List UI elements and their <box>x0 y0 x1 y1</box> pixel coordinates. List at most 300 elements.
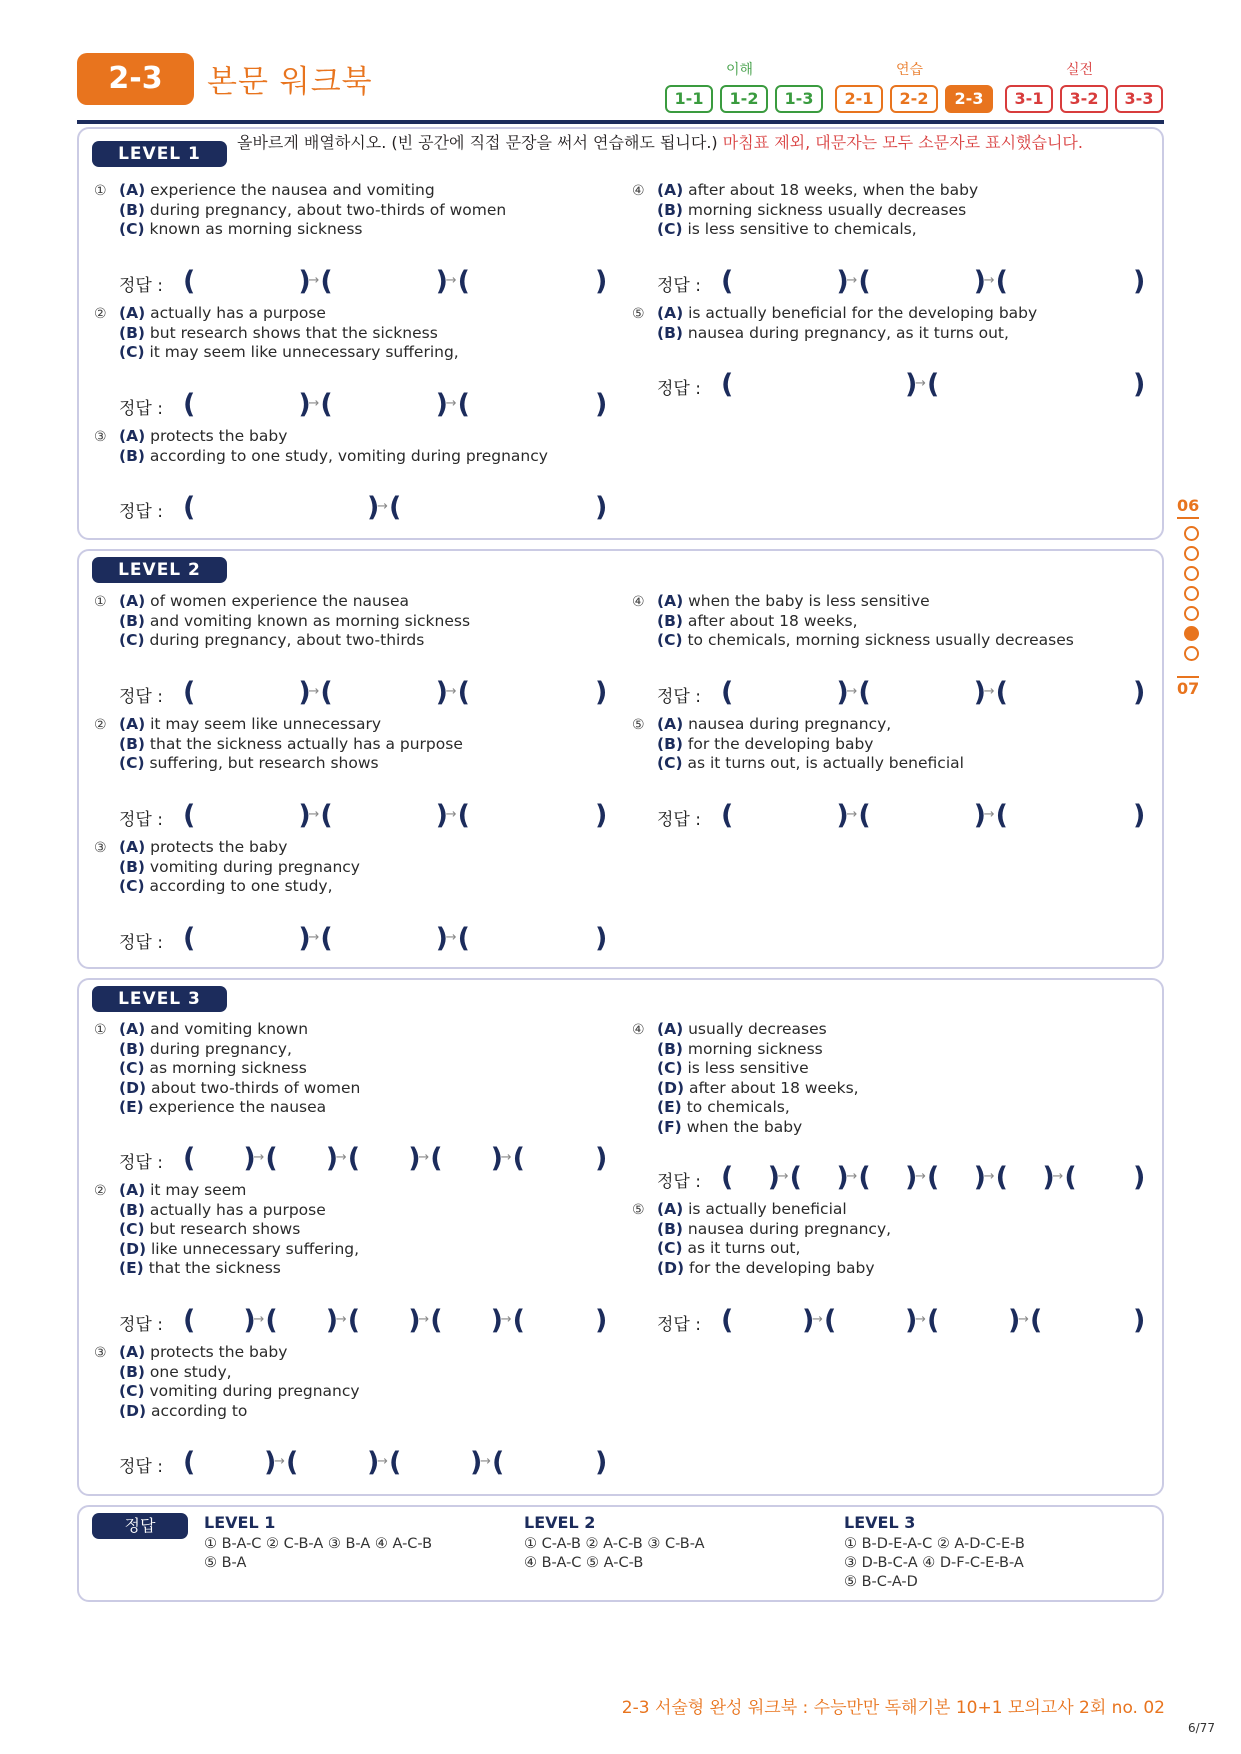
question-number: ③ <box>94 1345 107 1361</box>
choice-text: is less sensitive <box>687 1059 809 1077</box>
choice-text: during pregnancy, about two-thirds of women <box>149 200 507 219</box>
answer-slot-close[interactable]: ) <box>973 800 986 831</box>
choice-text: when the baby <box>686 1117 803 1136</box>
arrow-icon: → <box>812 1312 823 1327</box>
answer-slot-open[interactable]: ( <box>927 1162 940 1193</box>
choice-line <box>119 1402 360 1422</box>
tab-1-3[interactable]: 1-3 <box>775 85 823 113</box>
choice-line <box>657 1020 859 1040</box>
answer-slot-close[interactable]: ) <box>435 800 448 831</box>
choice-line <box>119 631 470 651</box>
answer-slot-close[interactable]: ) <box>298 677 311 708</box>
answer-slot-open[interactable]: ( <box>320 923 333 954</box>
answer-slot-open[interactable]: ( <box>347 1143 361 1174</box>
question-2-3 <box>94 838 360 897</box>
question-number: ① <box>94 1022 107 1038</box>
answer-slot-close[interactable]: ) <box>408 1305 421 1336</box>
choice-text: protects the baby <box>150 838 288 856</box>
choice-letter: (E) <box>119 1098 144 1116</box>
answer-slot-open[interactable]: ( <box>183 923 196 954</box>
answer-slot-close[interactable]: ) <box>470 1447 483 1478</box>
answer-slot-close[interactable]: ) <box>973 677 986 708</box>
answer-slot-open[interactable]: ( <box>457 800 470 831</box>
answer-slot-open[interactable]: ( <box>721 1162 734 1193</box>
choice-line <box>119 735 463 755</box>
choice-letter: (A) <box>119 1181 146 1199</box>
progress-dot <box>1184 526 1199 541</box>
answer-row <box>657 799 1145 833</box>
choice-letter: (A) <box>119 1343 146 1361</box>
question-3-1 <box>94 1020 361 1118</box>
answer-slot-close[interactable]: ) <box>767 1162 780 1193</box>
answer-slot-close[interactable]: ) <box>325 1305 339 1336</box>
answer-slot-close[interactable]: ) <box>264 1447 277 1478</box>
choice-letter: (C) <box>119 877 145 895</box>
question-3-4 <box>632 1020 859 1137</box>
choice-line <box>657 220 978 240</box>
answer-slot-close[interactable]: ) <box>595 1447 608 1478</box>
choice-line <box>119 1363 360 1383</box>
answer-row <box>119 676 607 710</box>
choice-text: morning sickness usually decreases <box>687 200 967 219</box>
answer-slot-open[interactable]: ( <box>183 1447 196 1478</box>
answer-slot-open[interactable]: ( <box>457 266 470 297</box>
choice-text: suffering, but research shows <box>149 754 379 772</box>
choice-text: it may seem like unnecessary <box>150 715 382 733</box>
answer-slot-open[interactable]: ( <box>183 1143 196 1174</box>
choice-letter: (F) <box>657 1117 682 1136</box>
answer-slot-close[interactable]: ) <box>802 1305 815 1336</box>
tab-2-2[interactable]: 2-2 <box>890 85 938 113</box>
answer-slot-close[interactable]: ) <box>325 1143 339 1174</box>
choice-letter: (D) <box>119 1078 147 1097</box>
side-page-bottom: 07 <box>1177 679 1200 698</box>
choice-letter: (B) <box>119 1362 145 1381</box>
arrow-icon: → <box>253 1312 265 1327</box>
answer-slot-open[interactable]: ( <box>858 1162 871 1193</box>
progress-dot <box>1184 606 1199 621</box>
answer-label: 정답 : <box>657 379 701 399</box>
answer-slot-close[interactable]: ) <box>1133 266 1146 297</box>
choice-text: during pregnancy, <box>149 1039 292 1058</box>
question-1-1 <box>94 181 507 240</box>
answer-row <box>119 922 607 956</box>
question-number: ④ <box>632 594 645 610</box>
key-level-2-line2: ④ B-A-C ⑤ A-C-B <box>524 1555 644 1571</box>
answer-slot-close[interactable]: ) <box>595 1143 608 1174</box>
choice-letter: (E) <box>119 1259 144 1277</box>
answer-slot-open[interactable]: ( <box>183 677 196 708</box>
tab-3-2[interactable]: 3-2 <box>1060 85 1108 113</box>
choice-text: nausea during pregnancy, as it turns out, <box>687 323 1009 342</box>
progress-dot <box>1184 626 1199 641</box>
level-2-label: LEVEL 2 <box>92 557 227 583</box>
answer-row <box>657 1161 1145 1195</box>
choice-letter: (A) <box>657 715 684 733</box>
choice-text: about two-thirds of women <box>150 1078 361 1097</box>
choice-text: but research shows <box>149 1220 301 1238</box>
choice-line <box>657 715 964 735</box>
answer-label: 정답 : <box>119 933 163 953</box>
answer-slot-close[interactable]: ) <box>973 266 986 297</box>
answer-slot-open[interactable]: ( <box>265 1305 278 1336</box>
answer-slot-open[interactable]: ( <box>183 492 196 523</box>
arrow-icon: → <box>418 1150 430 1165</box>
choice-text: experience the nausea <box>148 1098 327 1116</box>
answer-slot-close[interactable]: ) <box>298 266 311 297</box>
choice-letter: (B) <box>119 734 145 753</box>
answer-slot-open[interactable]: ( <box>789 1162 802 1193</box>
answer-slot-open[interactable]: ( <box>286 1447 299 1478</box>
choice-letter: (C) <box>119 1220 145 1238</box>
answer-slot-open[interactable]: ( <box>183 389 196 420</box>
arrow-icon: → <box>500 1312 512 1327</box>
choice-letter: (C) <box>657 631 683 649</box>
answer-slot-close[interactable]: ) <box>595 266 608 297</box>
choice-letter: (B) <box>119 323 145 342</box>
answer-slot-close[interactable]: ) <box>905 369 918 400</box>
answer-row <box>119 265 607 299</box>
choice-line <box>119 1020 360 1040</box>
choice-line <box>119 304 459 324</box>
answer-slot-open[interactable]: ( <box>721 677 734 708</box>
question-1-5 <box>632 304 1038 343</box>
choice-letter: (A) <box>657 181 684 199</box>
choice-text: during pregnancy, about two-thirds <box>149 631 425 649</box>
arrow-icon: → <box>445 807 457 822</box>
instruction <box>237 133 1142 153</box>
answer-slot-open[interactable]: ( <box>183 266 196 297</box>
choice-line <box>657 1059 859 1079</box>
question-1-2 <box>94 304 459 363</box>
choice-line <box>119 427 548 447</box>
answer-slot-close[interactable]: ) <box>595 1305 608 1336</box>
progress-dot <box>1184 586 1199 601</box>
choice-line <box>657 631 1074 651</box>
choice-line <box>119 447 548 467</box>
answer-slot-open[interactable]: ( <box>995 677 1008 708</box>
choice-text: that the sickness actually has a purpose <box>149 734 463 753</box>
key-level-3-head: LEVEL 3 <box>844 1513 916 1532</box>
choice-line <box>119 1343 360 1363</box>
answer-slot-close[interactable]: ) <box>490 1305 503 1336</box>
answer-slot-open[interactable]: ( <box>183 800 196 831</box>
choice-line <box>657 324 1037 344</box>
choice-text: is less sensitive to chemicals, <box>687 220 917 238</box>
answer-slot-close[interactable]: ) <box>1133 800 1146 831</box>
choice-text: one study, <box>149 1362 232 1381</box>
choice-text: is actually beneficial for the developing baby <box>688 304 1038 322</box>
answer-slot-open[interactable]: ( <box>389 1447 402 1478</box>
answer-row <box>119 491 607 525</box>
choice-letter: (A) <box>657 1020 684 1038</box>
choice-letter: (D) <box>119 1239 147 1258</box>
answer-slot-open[interactable]: ( <box>457 923 470 954</box>
choice-line <box>657 1220 891 1240</box>
answer-slot-close[interactable]: ) <box>298 800 311 831</box>
answer-slot-close[interactable]: ) <box>243 1143 256 1174</box>
arrow-icon: → <box>253 1150 265 1165</box>
answer-slot-open[interactable]: ( <box>927 1305 940 1336</box>
choice-letter: (B) <box>657 200 683 219</box>
answer-slot-open[interactable]: ( <box>320 389 333 420</box>
choice-letter: (A) <box>657 1200 684 1218</box>
page-title: 본문 워크북 <box>207 64 373 100</box>
question-1-4 <box>632 181 979 240</box>
level-1-label: LEVEL 1 <box>92 141 227 167</box>
choice-line <box>119 877 360 897</box>
question-number: ③ <box>94 429 107 445</box>
question-number: ⑤ <box>632 1202 645 1218</box>
answer-slot-close[interactable]: ) <box>367 492 380 523</box>
answer-slot-close[interactable]: ) <box>435 389 448 420</box>
choice-letter: (C) <box>119 343 145 361</box>
answer-slot-close[interactable]: ) <box>836 266 849 297</box>
choice-line <box>119 715 463 735</box>
choice-letter: (A) <box>119 427 146 445</box>
question-2-1 <box>94 592 471 651</box>
instruction-text: 올바르게 배열하시오. (빈 공간에 직접 문장을 써서 연습해도 됩니다.) <box>237 133 718 152</box>
answer-slot-close[interactable]: ) <box>595 389 608 420</box>
answer-slot-open[interactable]: ( <box>858 266 871 297</box>
header-rule <box>77 120 1164 124</box>
arrow-icon: → <box>418 1312 430 1327</box>
choice-letter: (C) <box>119 754 145 772</box>
key-level-1-line1: ① B-A-C ② C-B-A ③ B-A ④ A-C-B <box>204 1536 433 1552</box>
choice-letter: (A) <box>119 181 146 199</box>
answer-slot-close[interactable]: ) <box>905 1162 918 1193</box>
answer-slot-open[interactable]: ( <box>265 1143 278 1174</box>
choice-line <box>119 612 470 632</box>
tab-1-1[interactable]: 1-1 <box>665 85 713 113</box>
choice-line <box>119 1201 359 1221</box>
choice-text: according to one study, vomiting during pregnancy <box>149 446 548 465</box>
answer-slot-close[interactable]: ) <box>595 800 608 831</box>
choice-letter: (C) <box>657 220 683 238</box>
choice-letter: (B) <box>119 857 145 876</box>
arrow-icon: → <box>846 273 858 288</box>
choice-text: after about 18 weeks, <box>688 1078 859 1097</box>
arrow-icon: → <box>308 807 320 822</box>
answer-slot-close[interactable]: ) <box>836 800 849 831</box>
answer-slot-close[interactable]: ) <box>298 389 311 420</box>
answer-slot-close[interactable]: ) <box>836 1162 849 1193</box>
answer-slot-close[interactable]: ) <box>595 492 608 523</box>
arrow-icon: → <box>1052 1169 1064 1184</box>
choice-line <box>657 181 978 201</box>
answer-slot-close[interactable]: ) <box>836 677 849 708</box>
choice-text: is actually beneficial <box>688 1200 847 1218</box>
answer-slot-open[interactable]: ( <box>995 1162 1008 1193</box>
answer-slot-close[interactable]: ) <box>435 677 448 708</box>
choice-letter: (B) <box>657 1039 683 1058</box>
answer-slot-open[interactable]: ( <box>430 1143 443 1174</box>
tab-3-1[interactable]: 3-1 <box>1005 85 1053 113</box>
arrow-icon: → <box>983 273 995 288</box>
choice-text: protects the baby <box>150 1343 288 1361</box>
choice-line <box>657 1200 891 1220</box>
choice-text: to chemicals, morning sickness usually decreases <box>687 631 1074 649</box>
tab-2-3[interactable]: 2-3 <box>945 85 993 113</box>
answer-slot-close[interactable]: ) <box>243 1305 256 1336</box>
arrow-icon: → <box>915 1312 926 1327</box>
choice-line <box>119 754 463 774</box>
choice-line <box>119 838 360 858</box>
answer-slot-open[interactable]: ( <box>430 1305 443 1336</box>
answer-label: 정답 : <box>657 1172 701 1192</box>
answer-slot-close[interactable]: ) <box>905 1305 918 1336</box>
key-level-1-line2: ⑤ B-A <box>204 1555 247 1571</box>
level-3-label: LEVEL 3 <box>92 986 227 1012</box>
answer-row <box>657 265 1145 299</box>
answer-slot-open[interactable]: ( <box>721 800 734 831</box>
choice-letter: (C) <box>119 1059 145 1077</box>
choice-letter: (C) <box>119 1382 145 1400</box>
question-number: ② <box>94 717 107 733</box>
choice-line <box>119 1181 359 1201</box>
choice-letter: (C) <box>119 220 145 238</box>
choice-text: according to <box>150 1401 248 1420</box>
choice-line <box>119 1220 359 1240</box>
question-number: ① <box>94 183 107 199</box>
answer-slot-close[interactable]: ) <box>1133 1305 1146 1336</box>
answer-slot-open[interactable]: ( <box>995 800 1008 831</box>
answer-slot-open[interactable]: ( <box>457 389 470 420</box>
answer-slot-close[interactable]: ) <box>595 677 608 708</box>
answer-slot-open[interactable]: ( <box>721 1305 734 1336</box>
choice-letter: (B) <box>119 200 145 219</box>
answer-slot-close[interactable]: ) <box>490 1143 503 1174</box>
answer-slot-close[interactable]: ) <box>298 923 311 954</box>
choice-text: to chemicals, <box>686 1098 790 1116</box>
answer-label: 정답 : <box>657 1315 701 1335</box>
answer-row <box>657 368 1145 402</box>
answer-slot-close[interactable]: ) <box>408 1143 421 1174</box>
arrow-icon: → <box>445 684 457 699</box>
choice-letter: (D) <box>657 1078 685 1097</box>
choice-text: actually has a purpose <box>149 1200 326 1219</box>
choice-line <box>657 1259 891 1279</box>
answer-slot-open[interactable]: ( <box>927 369 940 400</box>
answer-slot-close[interactable]: ) <box>1133 677 1146 708</box>
choice-line <box>119 1259 359 1279</box>
choice-text: but research shows that the sickness <box>149 323 438 342</box>
tab-1-2[interactable]: 1-2 <box>720 85 768 113</box>
answer-slot-open[interactable]: ( <box>858 800 871 831</box>
arrow-icon: → <box>846 1169 858 1184</box>
question-number: ④ <box>632 183 645 199</box>
answer-slot-close[interactable]: ) <box>973 1162 986 1193</box>
answer-slot-open[interactable]: ( <box>1064 1162 1077 1193</box>
answer-slot-open[interactable]: ( <box>457 677 470 708</box>
choice-text: for the developing baby <box>688 1258 875 1277</box>
progress-dot <box>1184 646 1199 661</box>
answer-slot-close[interactable]: ) <box>1042 1162 1055 1193</box>
answer-slot-open[interactable]: ( <box>389 492 402 523</box>
choice-text: experience the nausea and vomiting <box>150 181 435 199</box>
arrow-icon: → <box>846 807 858 822</box>
answer-slot-close[interactable]: ) <box>1133 1162 1146 1193</box>
question-2-4 <box>632 592 1074 651</box>
answer-row <box>657 676 1145 710</box>
choice-line <box>119 1059 360 1079</box>
answer-slot-open[interactable]: ( <box>320 800 333 831</box>
section-badge: 2-3 <box>77 53 194 105</box>
choice-text: after about 18 weeks, <box>687 611 858 630</box>
choice-letter: (C) <box>657 754 683 772</box>
choice-text: and vomiting known <box>150 1020 309 1038</box>
tab-3-3[interactable]: 3-3 <box>1115 85 1163 113</box>
choice-line <box>119 1079 360 1099</box>
progress-dot <box>1184 546 1199 561</box>
answer-slot-close[interactable]: ) <box>595 923 608 954</box>
answer-label: 정답 : <box>119 502 163 522</box>
arrow-icon: → <box>308 930 320 945</box>
answer-slot-open[interactable]: ( <box>320 266 333 297</box>
arrow-icon: → <box>500 1150 512 1165</box>
instruction-note: 마침표 제외, 대문자는 모두 소문자로 표시했습니다. <box>722 133 1083 152</box>
arrow-icon: → <box>915 1169 926 1184</box>
choice-line <box>657 201 978 221</box>
side-rule-bottom <box>1177 676 1199 678</box>
answer-slot-open[interactable]: ( <box>721 369 734 400</box>
choice-letter: (B) <box>657 734 683 753</box>
answer-slot-open[interactable]: ( <box>492 1447 505 1478</box>
answer-slot-open[interactable]: ( <box>721 266 734 297</box>
key-level-2-line1: ① C-A-B ② A-C-B ③ C-B-A <box>524 1536 705 1552</box>
choice-line <box>119 592 470 612</box>
answer-slot-open[interactable]: ( <box>858 677 871 708</box>
side-page-top: 06 <box>1177 496 1200 515</box>
question-number: ④ <box>632 1022 645 1038</box>
choice-line <box>119 181 506 201</box>
answer-slot-close[interactable]: ) <box>435 923 448 954</box>
answer-slot-open[interactable]: ( <box>512 1143 525 1174</box>
arrow-icon: → <box>1018 1312 1029 1327</box>
answer-slot-open[interactable]: ( <box>1030 1305 1043 1336</box>
answer-slot-close[interactable]: ) <box>367 1447 380 1478</box>
answer-label: 정답 : <box>119 276 163 296</box>
choice-line <box>119 220 506 240</box>
choice-letter: (B) <box>657 1219 683 1238</box>
answer-slot-close[interactable]: ) <box>1133 369 1146 400</box>
choice-text: actually has a purpose <box>150 304 326 322</box>
choice-letter: (A) <box>119 1020 146 1038</box>
choice-text: when the baby is less sensitive <box>688 592 930 610</box>
question-3-2 <box>94 1181 360 1279</box>
answer-slot-close[interactable]: ) <box>1008 1305 1021 1336</box>
key-level-3-line2: ③ D-B-C-A ④ D-F-C-E-B-A <box>844 1555 1024 1571</box>
choice-text: and vomiting known as morning sickness <box>149 611 471 630</box>
choice-line <box>119 858 360 878</box>
answer-slot-open[interactable]: ( <box>512 1305 525 1336</box>
choice-text: protects the baby <box>150 427 288 445</box>
answer-label: 정답 : <box>657 276 701 296</box>
answer-slot-open[interactable]: ( <box>824 1305 837 1336</box>
answer-slot-open[interactable]: ( <box>995 266 1008 297</box>
choice-line <box>657 1079 859 1099</box>
tab-2-1[interactable]: 2-1 <box>835 85 883 113</box>
answer-slot-close[interactable]: ) <box>435 266 448 297</box>
answer-slot-open[interactable]: ( <box>347 1305 361 1336</box>
answer-slot-open[interactable]: ( <box>183 1305 196 1336</box>
question-1-3 <box>94 427 548 466</box>
answer-slot-open[interactable]: ( <box>320 677 333 708</box>
question-number: ② <box>94 306 107 322</box>
choice-text: nausea during pregnancy, <box>687 1219 892 1238</box>
arrow-icon: → <box>445 396 457 411</box>
choice-text: nausea during pregnancy, <box>688 715 892 733</box>
